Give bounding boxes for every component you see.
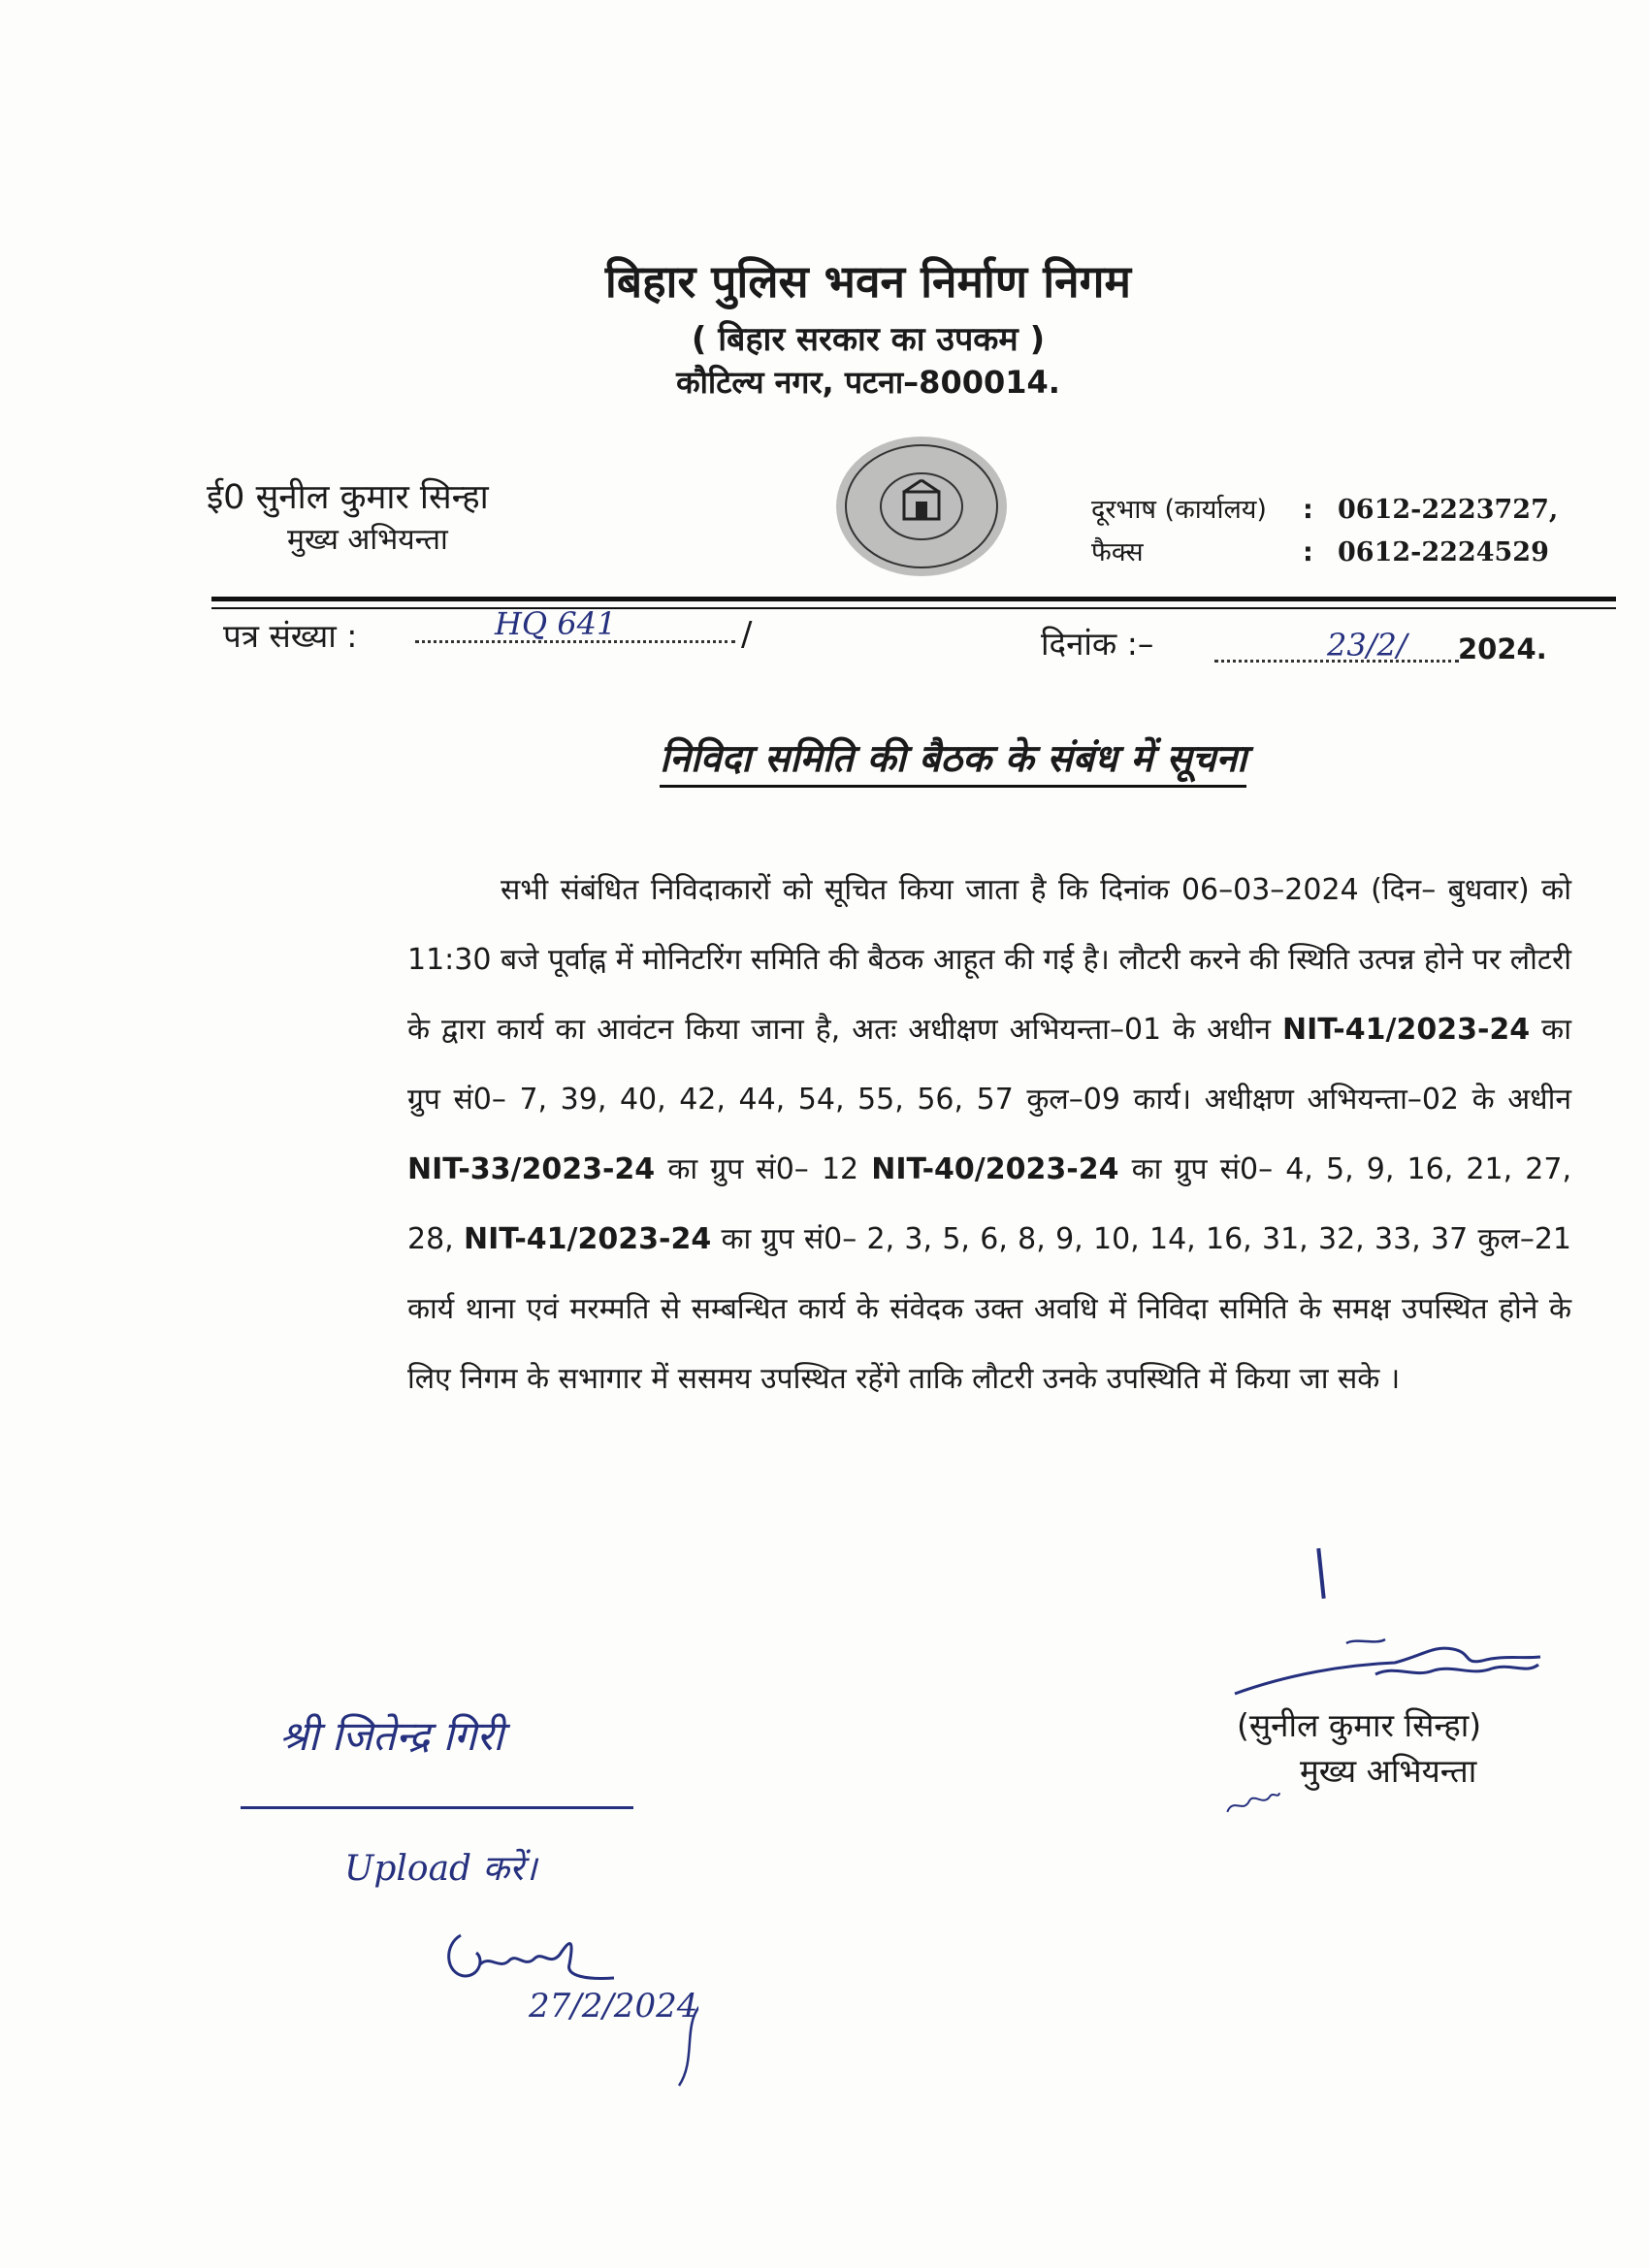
nit-reference: NIT-41/2023-24 [1281, 1013, 1531, 1047]
contact-block [1091, 489, 1558, 574]
officer-name: ई0 सुनील कुमार सिन्हा [207, 478, 489, 517]
date-year: 2024. [1458, 632, 1547, 665]
body-text-part: सभी संबंधित निविदाकारों को सूचित किया जाता है कि दिनांक 06–03–2024 (दिन– बुधवार) को 11:30 बजे पूर्वाह्न में मोनिटरिंग समिति की बैठक आहूत की गई है। लौटरी करने की स्थिति उत्पन्न होने पर लौटरी के द्वारा कार्य का आवंटन किया जाना है, अतः अधीक्षण अभियन्ता–01 के अधीन [407, 873, 1571, 1047]
letter-number-handwritten: HQ 641 [495, 605, 617, 642]
notice-body [407, 856, 1571, 1414]
handwritten-underline [241, 1806, 633, 1809]
notice-subject: निविदा समिति की बैठक के संबंध में सूचना [660, 731, 1246, 788]
handwritten-instruction: Upload करें। [344, 1849, 537, 1889]
header-rule-thick [211, 597, 1616, 601]
letter-number-slash: / [741, 615, 753, 654]
date-label: दिनांक :– [1041, 625, 1154, 663]
date-handwritten: 23/2/ [1327, 627, 1407, 664]
officer-designation: मुख्य अभियन्ता [287, 523, 448, 557]
phone-separator: : [1303, 495, 1313, 525]
phone-number: 0612-2223727, [1338, 495, 1559, 525]
handwritten-addressee: श्री जितेन्द्र गिरी [279, 1712, 504, 1760]
body-text-part: का ग्रुप सं0– 7, 39, 40, 42, 44, 54, 55, 56, 57 कुल–09 कार्य। अधीक्षण अभियन्ता–02 के अधीन [407, 1013, 1571, 1117]
handwritten-tick-mark [1316, 1548, 1325, 1599]
fax-label: फैक्स [1091, 537, 1144, 567]
nit-reference: NIT-33/2023-24 [407, 1152, 656, 1186]
body-text-part: का ग्रुप सं0– 2, 3, 5, 6, 8, 9, 10, 14, 16, 31, 32, 33, 37 कुल–21 कार्य थाना एवं मरम्मति से सम्बन्धित कार्य के संवेदक उक्त अवधि में निविदा समिति के समक्ष उपस्थित होने के लिए निगम के सभागार में ससमय उपस्थित रहेंगे ताकि लौटरी उनके उपस्थिति में किया जा सके । [407, 1222, 1572, 1396]
header-rule-thin [211, 607, 1616, 609]
letter-number-label: पत्र संख्या : [223, 617, 358, 655]
fax-number: 0612-2224529 [1338, 537, 1549, 567]
handwritten-signature-icon [1230, 1636, 1550, 1713]
body-text-part: का ग्रुप सं0– 4, 5, 9, 16, 21, 27, 28, [407, 1152, 1571, 1256]
organization-seal-icon [832, 434, 1011, 579]
signatory-name: (सुनील कुमार सिन्हा) [1237, 1706, 1482, 1744]
fax-separator: : [1303, 537, 1313, 567]
handwritten-date: 27/2/2024 [529, 1987, 698, 2025]
phone-label: दूरभाष (कार्यालय) [1091, 495, 1267, 525]
initials-scribble-icon [1222, 1783, 1284, 1820]
organization-address: कौटिल्य नगर, पटना–800014. [676, 364, 1060, 401]
organization-subtitle: ( बिहार सरकार का उपकम ) [691, 320, 1046, 359]
signatory-designation: मुख्य अभियन्ता [1300, 1752, 1477, 1790]
body-text-part: का ग्रुप सं0– 12 [655, 1152, 872, 1186]
nit-reference: NIT-41/2023-24 [464, 1222, 712, 1256]
nit-reference: NIT-40/2023-24 [871, 1152, 1119, 1186]
organization-name: बिहार पुलिस भवन निर्माण निगम [604, 255, 1132, 308]
date-flourish-icon [582, 1979, 698, 2095]
